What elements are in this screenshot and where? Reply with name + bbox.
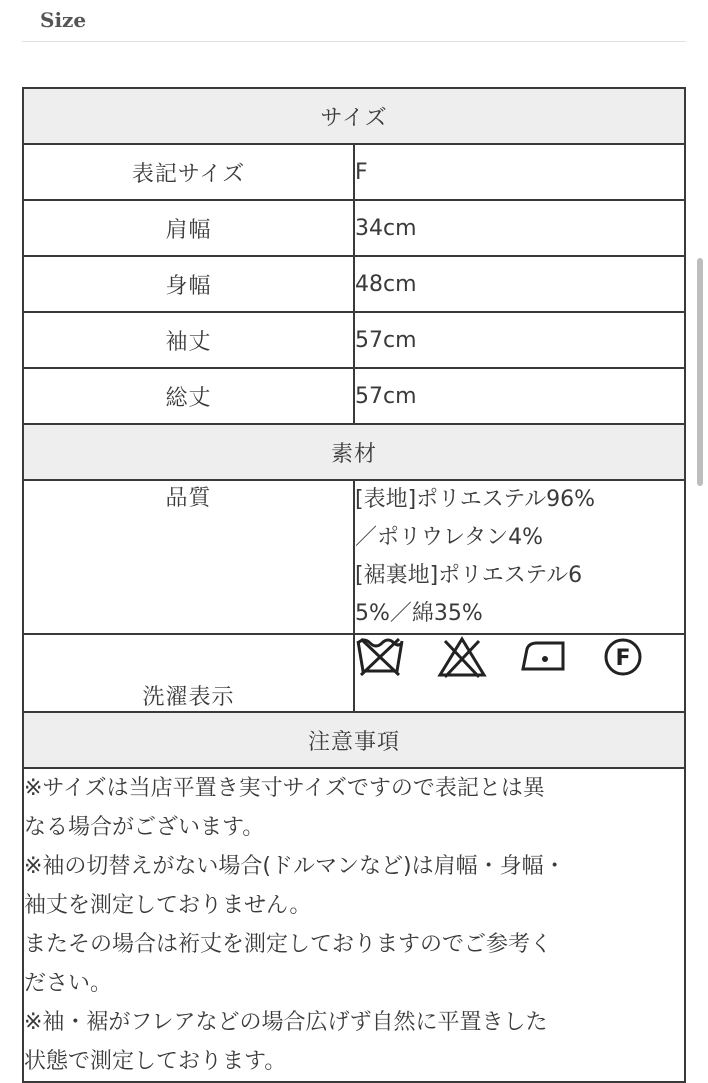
size-heading: サイズ (23, 88, 685, 144)
dry-clean-f-icon (601, 635, 651, 679)
quality-line: [裾裏地]ポリエステル6 (355, 563, 583, 588)
row-label-length: 総丈 (23, 368, 354, 424)
row-value-shoulder: 34cm (354, 200, 685, 256)
note-line: ※袖・裾がフレアなどの場合広げず自然に平置きした (24, 1010, 548, 1035)
quality-value (354, 480, 685, 634)
row-value-sleeve: 57cm (354, 312, 685, 368)
row-label-body-width: 身幅 (23, 256, 354, 312)
quality-label: 品質 (23, 480, 354, 634)
notes-heading: 注意事項 (23, 712, 685, 768)
table-row (23, 368, 685, 424)
table-row (23, 312, 685, 368)
table-row (23, 480, 685, 634)
low-iron-icon (519, 635, 569, 679)
notes-row (23, 768, 685, 1082)
quality-line: 5%／綿35% (355, 601, 483, 626)
quality-line: [表地]ポリエステル96% (355, 487, 596, 512)
note-line: ※袖の切替えがない場合(ドルマンなど)は肩幅・身幅・ (24, 854, 566, 879)
note-line: 袖丈を測定しておりません。 (24, 893, 312, 918)
row-value-size: F (354, 144, 685, 200)
note-line: なる場合がございます。 (24, 815, 265, 840)
care-label: 洗濯表示 (23, 634, 354, 712)
table-row (23, 634, 685, 712)
notes-text (23, 768, 685, 1082)
title-divider (22, 41, 686, 42)
note-line: ※サイズは当店平置き実寸サイズですので表記とは異 (24, 776, 545, 801)
row-label-sleeve: 袖丈 (23, 312, 354, 368)
note-line: またその場合は裄丈を測定しておりますのでご参考く (24, 932, 553, 957)
section-title: Size (40, 8, 87, 32)
note-line: 状態で測定しております。 (24, 1049, 287, 1074)
no-wash-icon (355, 635, 405, 679)
table-row (23, 144, 685, 200)
care-icons (354, 634, 685, 712)
row-value-body-width: 48cm (354, 256, 685, 312)
size-table (22, 87, 686, 1083)
no-bleach-icon (437, 635, 487, 679)
material-header-row (23, 424, 685, 480)
size-header-row (23, 88, 685, 144)
row-label-shoulder: 肩幅 (23, 200, 354, 256)
scrollbar-thumb[interactable] (697, 258, 703, 486)
table-row (23, 200, 685, 256)
row-value-length: 57cm (354, 368, 685, 424)
notes-header-row (23, 712, 685, 768)
svg-text:F: F (615, 646, 631, 671)
row-label-size: 表記サイズ (23, 144, 354, 200)
quality-line: ／ポリウレタン4% (355, 525, 544, 550)
table-row (23, 256, 685, 312)
material-heading: 素材 (23, 424, 685, 480)
note-line: ださい。 (24, 971, 113, 996)
